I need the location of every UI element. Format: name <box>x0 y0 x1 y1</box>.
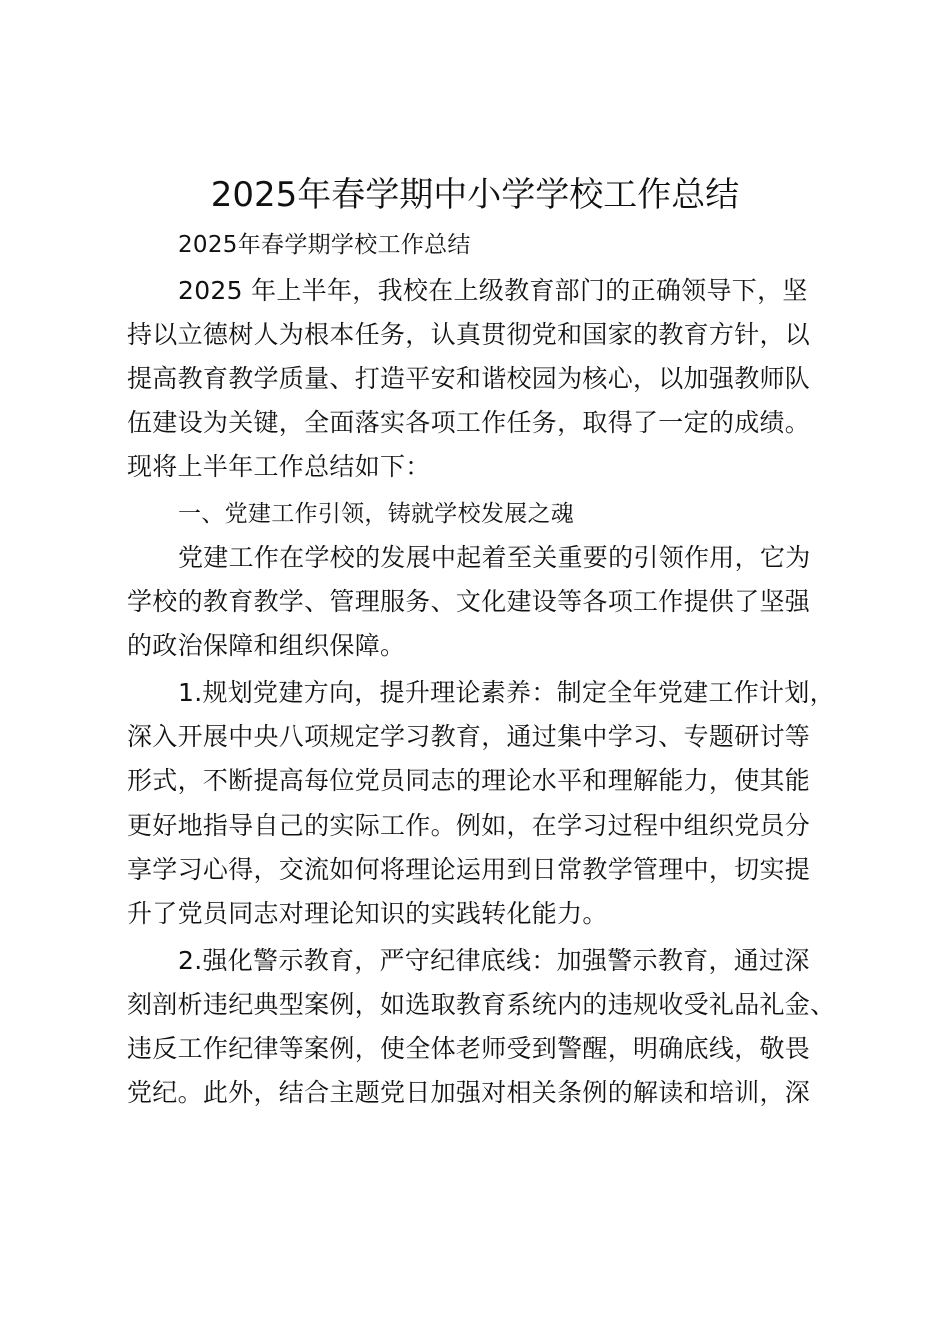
paragraph-line: 享学习心得，交流如何将理论运用到日常教学管理中，切实提 <box>127 855 811 884</box>
paragraph-line: 形式，不断提高每位党员同志的理论水平和理解能力，使其能 <box>127 766 811 795</box>
paragraph-line: 2025 年上半年，我校在上级教育部门的正确领导下，坚 <box>178 276 808 305</box>
paragraph-line: 的政治保障和组织保障。 <box>127 631 406 660</box>
paragraph-line: 更好地指导自己的实际工作。例如，在学习过程中组织党员分 <box>127 811 811 840</box>
paragraph-line: 升了党员同志对理论知识的实践转化能力。 <box>127 899 608 928</box>
paragraph-line: 党纪。此外，结合主题党日加强对相关条例的解读和培训，深 <box>127 1078 811 1107</box>
section-heading: 一、党建工作引领，铸就学校发展之魂 <box>178 501 575 527</box>
paragraph-line: 违反工作纪律等案例，使全体老师受到警醒，明确底线，敬畏 <box>127 1034 811 1063</box>
paragraph-line: 2.强化警示教育，严守纪律底线：加强警示教育，通过深 <box>178 946 810 975</box>
paragraph-line: 现将上半年工作总结如下： <box>127 452 431 481</box>
document-title: 2025年春学期中小学学校工作总结 <box>210 175 740 215</box>
paragraph-line: 1.规划党建方向，提升理论素养：制定全年党建工作计划， <box>178 678 835 707</box>
paragraph-line: 学校的教育教学、管理服务、文化建设等各项工作提供了坚强 <box>127 587 811 616</box>
paragraph-line: 党建工作在学校的发展中起着至关重要的引领作用，它为 <box>178 543 811 572</box>
paragraph-line: 伍建设为关键，全面落实各项工作任务，取得了一定的成绩。 <box>127 408 811 437</box>
paragraph-line: 深入开展中央八项规定学习教育，通过集中学习、专题研讨等 <box>127 722 811 751</box>
paragraph-line: 持以立德树人为根本任务，认真贯彻党和国家的教育方针，以 <box>127 320 811 349</box>
paragraph-line: 提高教育教学质量、打造平安和谐校园为核心，以加强教师队 <box>127 364 811 393</box>
paragraph-line: 刻剖析违纪典型案例，如选取教育系统内的违规收受礼品礼金、 <box>127 990 836 1019</box>
subtitle-line: 2025年春学期学校工作总结 <box>178 232 471 258</box>
